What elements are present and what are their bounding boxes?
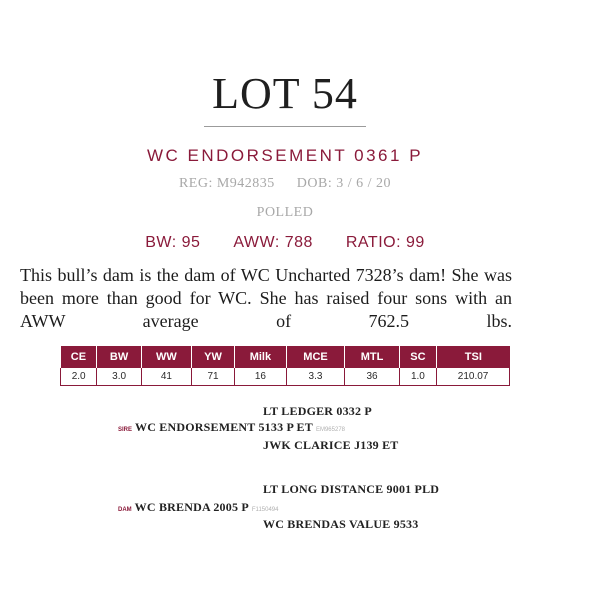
epd-value-row (61, 368, 510, 386)
date-of-birth: DOB: 3 / 6 / 20 (296, 176, 392, 191)
registration-line (0, 176, 570, 192)
polled-label: POLLED (256, 205, 314, 220)
epd-value-ww: 41 (141, 368, 191, 386)
epd-value-sc: 1.0 (399, 368, 436, 386)
epd-header-tsi: TSI (437, 346, 510, 368)
epd-value-mce: 3.3 (286, 368, 345, 386)
animal-name: WC ENDORSEMENT 0361 P (146, 146, 424, 165)
epd-value-milk: 16 (235, 368, 287, 386)
epd-table (60, 346, 510, 386)
epd-header-yw: YW (191, 346, 234, 368)
registration-number: REG: M942835 (178, 176, 275, 191)
epd-header-mce: MCE (286, 346, 345, 368)
epd-value-tsi: 210.07 (437, 368, 510, 386)
pedigree-sire: WC ENDORSEMENT 5133 P ET (135, 420, 313, 434)
lot-description: This bull’s dam is the dam of WC Uncharted 7328’s dam! She was been more than good for WC. She has raised four sons with an AWW average of 762.5 lbs. (20, 265, 512, 331)
epd-header-sc: SC (399, 346, 436, 368)
epd-header-ce: CE (61, 346, 97, 368)
ratios-line (0, 234, 570, 252)
sire-registration: EM965278 (315, 427, 345, 433)
epd-header-ww: WW (141, 346, 191, 368)
epd-header-mtl: MTL (345, 346, 399, 368)
epd-header-row (61, 346, 510, 368)
epd-header-milk: Milk (235, 346, 287, 368)
pedigree-dam: WC BRENDA 2005 P (134, 500, 249, 514)
bw-ratio: BW: 95 (145, 234, 201, 251)
pedigree-sire-sire: LT LEDGER 0332 P (263, 404, 372, 418)
epd-value-yw: 71 (191, 368, 234, 386)
ratio-value: RATIO: 99 (345, 234, 425, 251)
epd-value-bw: 3.0 (97, 368, 142, 386)
pedigree-dam-line (118, 500, 278, 515)
aww-ratio: AWW: 788 (233, 234, 313, 251)
pedigree-sire-line (118, 420, 345, 435)
lot-title: LOT 54 (212, 69, 358, 118)
title-divider (204, 126, 366, 127)
dam-registration: F1150494 (251, 507, 279, 513)
epd-value-mtl: 36 (345, 368, 399, 386)
pedigree-dam-sire: LT LONG DISTANCE 9001 PLD (263, 482, 440, 496)
epd-header-bw: BW (97, 346, 142, 368)
pedigree-sire-dam: JWK CLARICE J139 ET (263, 438, 399, 452)
pedigree-dam-dam: WC BRENDAS VALUE 9533 (263, 517, 419, 531)
epd-value-ce: 2.0 (61, 368, 97, 386)
dam-tag: DAM (118, 507, 132, 513)
sire-tag: SIRE (118, 427, 133, 433)
